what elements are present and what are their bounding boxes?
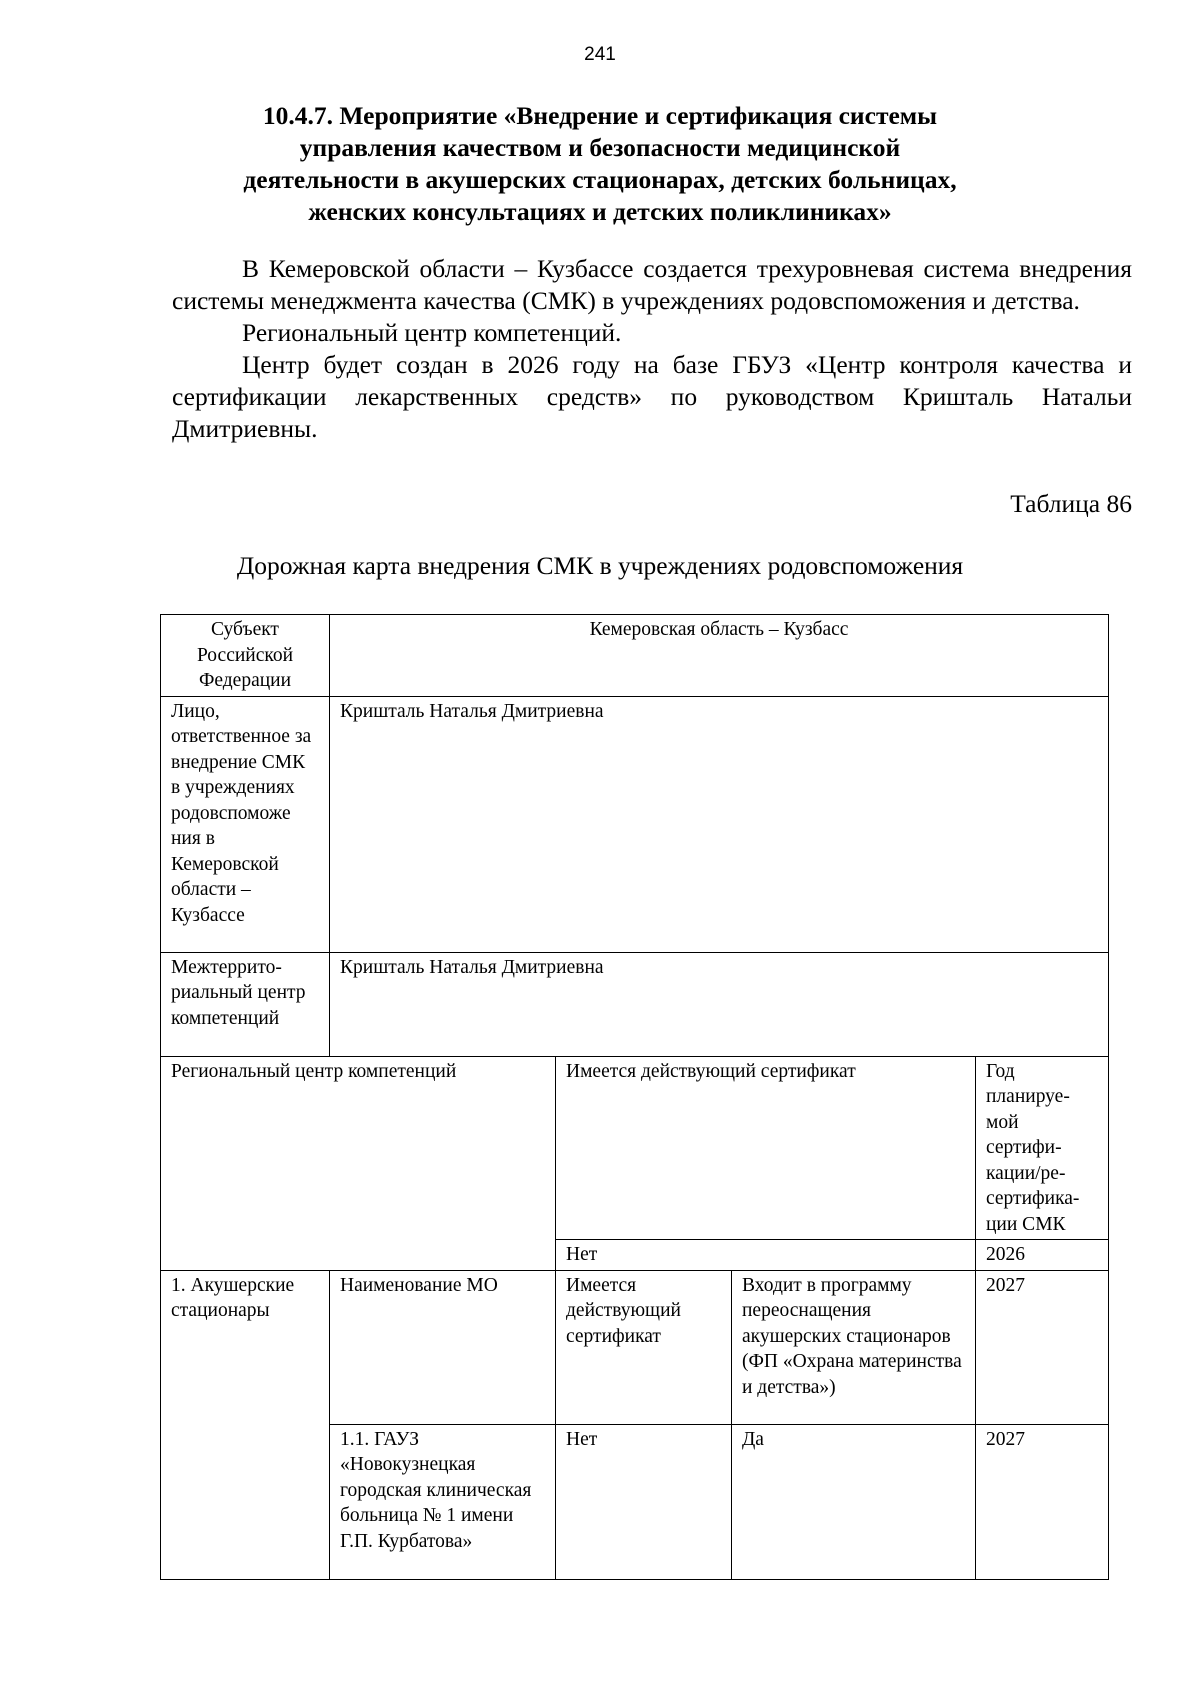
responsible-label-cell: Лицо, ответственное за внедрение СМК в учреждениях родовспоможе ния в Кемеровской области – Кузбассе	[161, 696, 330, 952]
section-heading	[170, 100, 1030, 228]
responsible-value-cell: Кришталь Наталья Дмитриевна	[330, 696, 1109, 952]
section-year-cell: 2027	[976, 1270, 1109, 1424]
regional-year-value-cell: 2026	[976, 1240, 1109, 1271]
heading-line: 10.4.7. Мероприятие «Внедрение и сертификация системы	[262, 101, 938, 130]
has-cert-header-cell: Имеется действующий сертификат	[556, 1056, 976, 1240]
year-header-cell: Год планируе-мой сертифи-кации/ре-сертифика-ции СМК	[976, 1056, 1109, 1240]
table-row	[161, 615, 1109, 697]
inter-center-value-cell: Кришталь Наталья Дмитриевна	[330, 952, 1109, 1056]
heading-line: управления качеством и безопасности медицинской	[299, 133, 901, 162]
paragraph-regional-center: Региональный центр компетенций.	[242, 318, 622, 347]
heading-line: женских консультациях и детских поликлиниках»	[308, 197, 892, 226]
table-row	[161, 1056, 1109, 1240]
subject-value-cell: Кемеровская область – Кузбасс	[330, 615, 1109, 697]
section-label-cell: 1. Акушерские стационары	[161, 1270, 330, 1579]
table-caption: Таблица 86	[1010, 489, 1132, 518]
inter-center-label-cell: Межтеррито-риальный центр компетенций	[161, 952, 330, 1056]
heading-line: деятельности в акушерских стационарах, детских больницах,	[243, 165, 957, 194]
roadmap-table	[160, 614, 1109, 1580]
paragraph-intro: В Кемеровской области – Кузбассе создается трехуровневая система внедрения системы менеджмента качества (СМК) в учреждениях родовспоможения и детства.	[172, 254, 1132, 315]
subject-label-cell: Субъект Российской Федерации	[161, 615, 330, 697]
page-number: 241	[584, 44, 616, 65]
mo-name-header-cell: Наименование МО	[330, 1270, 556, 1424]
table-row	[161, 952, 1109, 1056]
program-header-cell: Входит в программу переоснащения акушерских стационаров (ФП «Охрана материнства и детства»)	[732, 1270, 976, 1424]
program-cell: Да	[732, 1424, 976, 1579]
mo-name-cell: 1.1. ГАУЗ «Новокузнецкая городская клиническая больница № 1 имени Г.П. Курбатова»	[330, 1424, 556, 1579]
cert-cell: Нет	[556, 1424, 732, 1579]
table-row	[161, 1270, 1109, 1424]
regional-center-label-cell: Региональный центр компетенций	[161, 1056, 556, 1270]
table-title: Дорожная карта внедрения СМК в учреждениях родовспоможения	[236, 551, 964, 580]
has-cert-short-header-cell: Имеется действующий сертификат	[556, 1270, 732, 1424]
paragraph-center-creation: Центр будет создан в 2026 году на базе ГБУЗ «Центр контроля качества и сертификации лекарственных средств» по руководством Кришталь Натальи Дмитриевны.	[172, 350, 1132, 443]
body-text	[172, 253, 1132, 445]
regional-cert-value-cell: Нет	[556, 1240, 976, 1271]
table-row	[161, 696, 1109, 952]
year-cell: 2027	[976, 1424, 1109, 1579]
